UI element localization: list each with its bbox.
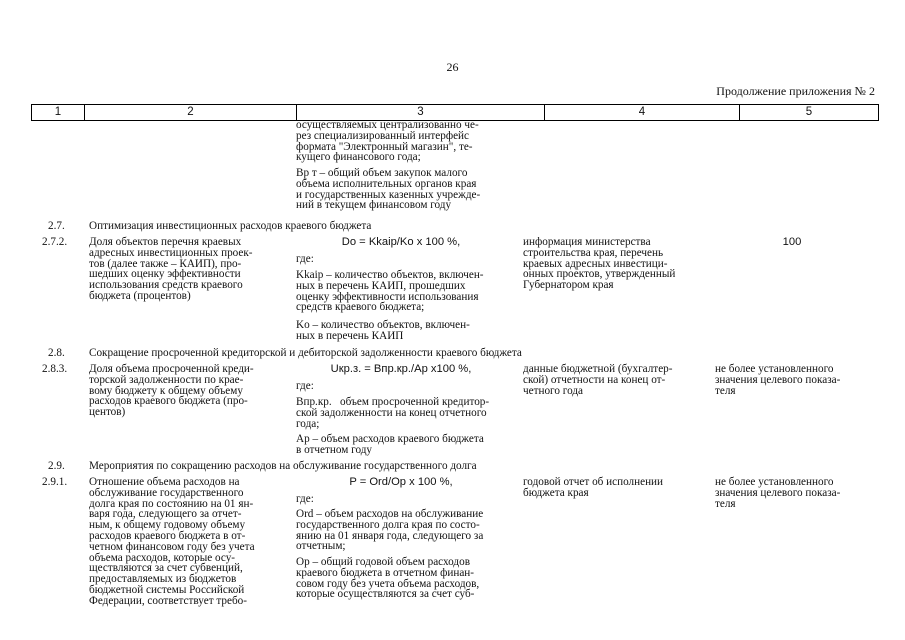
continuation-label: Продолжение приложения № 2 [716,84,875,98]
formula-term: Kkaip – количество объектов, включен- ных в перечень КАИП, прошедших оценку эффективности использования средств краевого бюджета; [296,269,484,314]
carryover-text-1: осуществляемых централизованно че- рез специализированный интерфейс формата "Электронный магазин", те- кущего финансового года; [296,119,479,164]
formula-term: Ord – объем расходов на обслуживание государственного долга края по состо- янию на 01 января года, следующего за отчетным; [296,508,484,553]
formula-where: где: [296,380,314,392]
row-number: 2.9.1. [42,476,68,488]
row-number: 2.7.2. [42,236,68,248]
header-col-1: 1 [54,106,62,118]
formula: Uкр.з. = Впр.кр./Ар x100 %, [330,363,472,375]
row-target: не более установленного значения целевого показа- теля [715,363,841,397]
header-col-5: 5 [805,106,813,118]
carryover-text-2: Вр т – общий объем закупок малого объема исполнительных органов края и государственных казенных учрежде- ний в текущем финансовом году [296,167,481,212]
section-title: Сокращение просроченной кредиторской и дебиторской задолженности краевого бюджета [89,347,522,359]
formula-where: где: [296,253,314,265]
formula-term: Kо – количество объектов, включен- ных в перечень КАИП [296,319,470,342]
section-title: Оптимизация инвестиционных расходов краевого бюджета [89,220,372,232]
row-target: не более установленного значения целевого показа- теля [715,476,841,510]
row-source: информация министерства строительства края, перечень краевых адресных инвестици- онных проектов, утвержденный Губернатором края [523,236,676,292]
formula: Dо = Kkaip/Kо x 100 %, [341,236,461,248]
header-col-4: 4 [638,106,646,118]
formula-term: Впр.кр. объем просроченной кредитор- ской задолженности на конец отчетного года; [296,396,490,430]
section-number: 2.7. [48,220,65,232]
formula-where: где: [296,493,314,505]
header-col-2: 2 [187,106,194,118]
section-title: Мероприятия по сокращению расходов на обслуживание государственного долга [89,460,477,472]
section-number: 2.8. [48,347,65,359]
formula-term: Ар – объем расходов краевого бюджета в отчетном году [296,433,484,456]
formula: P = Ord/Oр x 100 %, [349,476,453,488]
row-number: 2.8.3. [42,363,68,375]
row-source: данные бюджетной (бухгалтер- ской) отчетности на конец от- четного года [523,363,673,397]
page-number: 26 [446,60,459,74]
row-indicator: Доля объектов перечня краевых адресных инвестиционных проек- тов (далее также – КАИП), про- шедших оценку эффективности использования средств краевого бюджета (процентов) [89,236,253,302]
header-col-3: 3 [417,106,424,118]
row-indicator: Доля объема просроченной креди- торской задолженности по крае- вому бюджету к общему объему расходов краевого бюджета (про- центов) [89,363,254,419]
row-indicator: Отношение объема расходов на обслуживание государственного долга края по состоянию на 01 ян- варя года, следующего за отчет- ным, к общему годовому объему расходов краевого бюджета в от- четном финансовом году без учета объема расходов, которые осу- ществляются за счет субвенций, предоставляемых из бюджетов бюджетной системы Российской Федерации, соответствует требо- [89,476,255,607]
section-number: 2.9. [48,460,65,472]
row-target: 100 [782,236,802,248]
formula-term: Oр – общий годовой объем расходов краевого бюджета в отчетном финан- совом году без учета объема расходов, которые осуществляются за счет суб- [296,556,480,601]
row-source: годовой отчет об исполнении бюджета края [523,476,664,499]
